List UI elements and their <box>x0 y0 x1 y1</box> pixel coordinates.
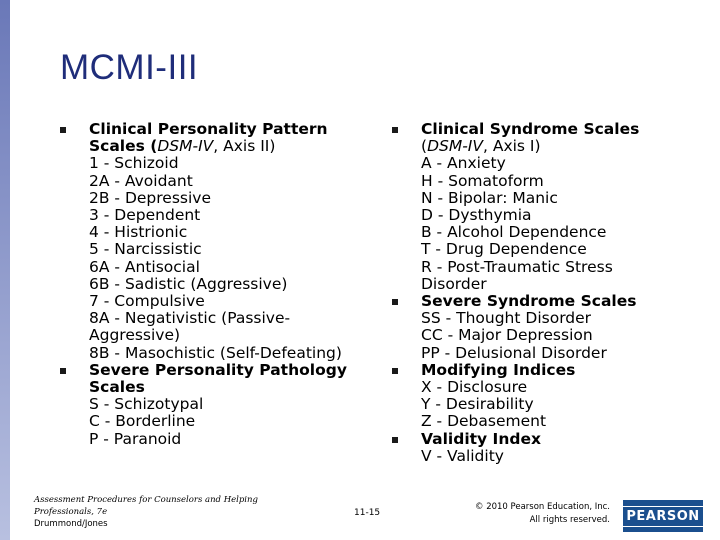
footer-source-citation <box>34 494 284 530</box>
scale-line: T - Drug Dependence <box>421 240 587 259</box>
scale-line: 7 - Compulsive <box>89 292 205 311</box>
scale-line: Disorder <box>421 274 487 293</box>
scale-line: D - Dysthymia <box>421 206 532 225</box>
source-line: Assessment Procedures for Counselors and Helping <box>34 495 258 505</box>
scale-line: B - Alcohol Dependence <box>421 223 607 242</box>
decorative-side-bar <box>0 0 10 540</box>
scale-line: PP - Delusional Disorder <box>421 343 607 362</box>
scale-line: 5 - Narcissistic <box>89 240 202 259</box>
bullet-heading: Modifying Indices <box>421 360 576 379</box>
square-bullet-icon <box>392 437 398 443</box>
scale-line: 8A - Negativistic (Passive- <box>89 309 291 328</box>
rights-line: All rights reserved. <box>529 515 610 525</box>
bullet-item-severe-personality <box>60 362 380 448</box>
bullet-heading: Clinical Syndrome Scales <box>421 120 640 138</box>
bullet-item-severe-syndrome <box>392 293 712 362</box>
scale-line: N - Bipolar: Manic <box>421 188 558 207</box>
square-bullet-icon <box>60 368 66 374</box>
scale-line: A - Anxiety <box>421 154 506 173</box>
bullet-heading: Severe Syndrome Scales <box>421 292 637 311</box>
copyright-line: © 2010 Pearson Education, Inc. <box>475 502 610 512</box>
square-bullet-icon <box>60 127 66 133</box>
slide-title: MCMI-III <box>60 48 199 87</box>
source-line: Professionals, 7e <box>34 507 108 517</box>
scale-line: SS - Thought Disorder <box>421 309 592 328</box>
scale-line: 6A - Antisocial <box>89 257 200 276</box>
right-column <box>392 121 712 465</box>
scale-line: H - Somatoform <box>421 171 544 190</box>
scale-line: 1 - Schizoid <box>89 154 179 173</box>
scale-line: Y - Desirability <box>421 395 534 414</box>
bullet-item-validity-index <box>392 431 712 465</box>
bullet-item-clinical-personality <box>60 121 380 362</box>
logo-text: PEARSON <box>621 506 704 527</box>
pearson-logo <box>623 500 703 532</box>
bullet-heading: Clinical Personality Pattern Scales (DSM-IV, Axis II) <box>89 120 328 156</box>
bullet-heading: Validity Index <box>421 429 541 448</box>
scale-line: 2B - Depressive <box>89 188 211 207</box>
scale-line: R - Post-Traumatic Stress <box>421 257 613 276</box>
scale-line: 6B - Sadistic (Aggressive) <box>89 274 288 293</box>
scale-line: X - Disclosure <box>421 378 528 397</box>
scale-line: 3 - Dependent <box>89 206 201 225</box>
square-bullet-icon <box>392 299 398 305</box>
bullet-heading: Severe Personality Pathology Scales <box>89 360 347 397</box>
scale-line: 4 - Histrionic <box>89 223 188 242</box>
bullet-item-clinical-syndrome <box>392 121 712 293</box>
scale-line: C - Borderline <box>89 412 196 431</box>
left-column <box>60 121 380 448</box>
source-authors: Drummond/Jones <box>34 519 108 529</box>
scale-line: 8B - Masochistic (Self-Defeating) <box>89 343 342 362</box>
square-bullet-icon <box>392 368 398 374</box>
square-bullet-icon <box>392 127 398 133</box>
scale-line: CC - Major Depression <box>421 326 593 345</box>
bullet-item-modifying-indices <box>392 362 712 431</box>
copyright-notice <box>440 501 610 527</box>
scale-line: P - Paranoid <box>89 429 182 448</box>
scale-line: V - Validity <box>421 446 504 465</box>
scale-line: 2A - Avoidant <box>89 171 193 190</box>
bullet-subheading: (DSM-IV, Axis I) <box>421 137 541 156</box>
scale-line: Z - Debasement <box>421 412 547 431</box>
scale-line: Aggressive) <box>89 326 181 345</box>
slide-number: 11-15 <box>354 508 381 518</box>
scale-line: S - Schizotypal <box>89 395 204 414</box>
